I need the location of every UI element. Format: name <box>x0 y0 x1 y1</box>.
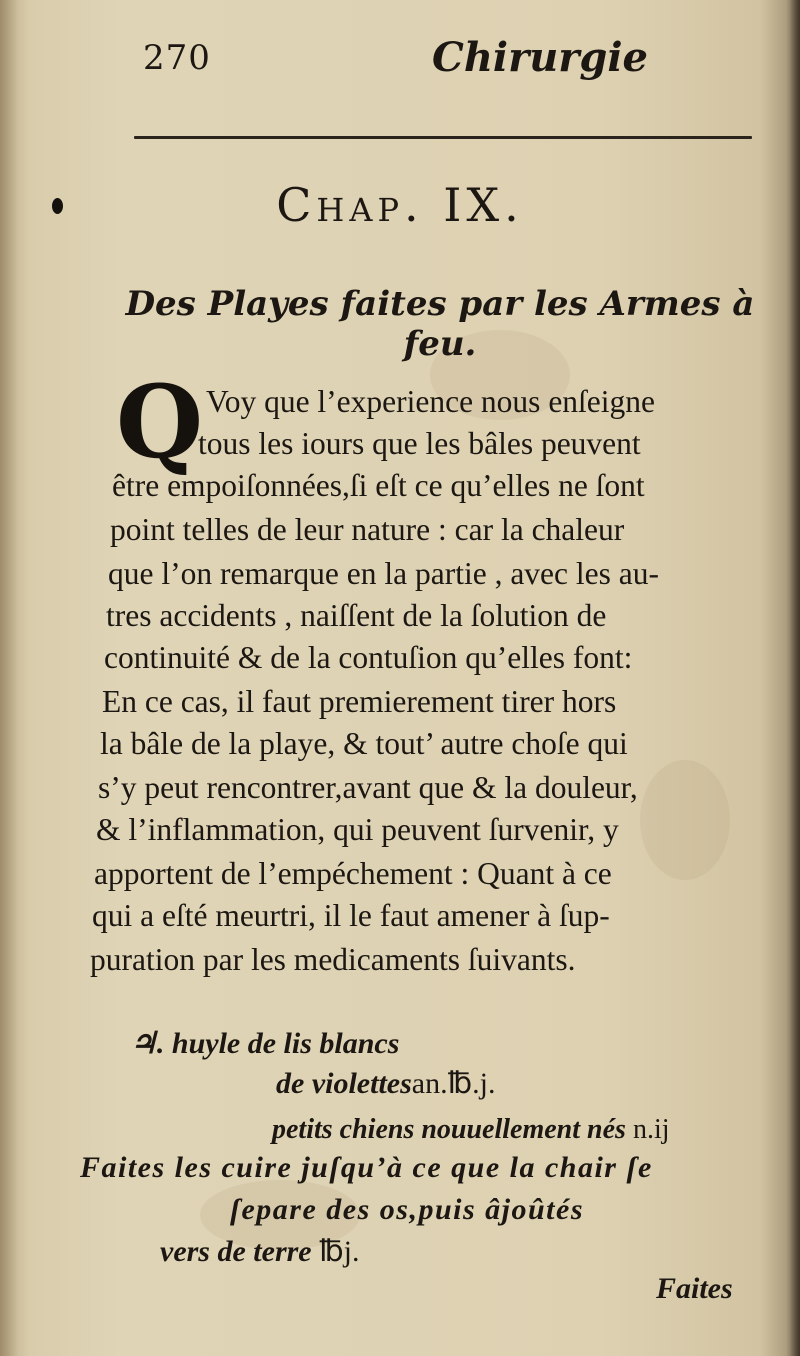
text-line: que l’on remarque en la partie , avec les au- <box>108 556 659 591</box>
text-line: Voy que l’experience nous enſeigne <box>206 384 656 419</box>
recipe-quantity: ℔j. <box>319 1235 360 1268</box>
header-rule <box>134 136 752 139</box>
text-line: tous les iours que les bâles peuvent <box>198 426 641 461</box>
drop-cap: Q <box>116 363 204 481</box>
text-line: être empoiſonnées,ſi eſt ce qu’elles ne ſont <box>112 468 645 503</box>
text-line: la bâle de la playe, & tout’ autre choſe qui <box>100 726 628 761</box>
text-line: puration par les medicaments ſuivants. <box>90 942 576 977</box>
recipe-italic: de violettes <box>276 1067 412 1100</box>
text-line: point telles de leur nature : car la chaleur <box>110 512 625 547</box>
recipe-line <box>130 1024 399 1064</box>
chapter-title: Des Playes faites par les Armes à feu. <box>125 284 755 364</box>
recipe-line <box>160 1232 360 1272</box>
text-line: En ce cas, il faut premierement tirer hors <box>102 684 617 719</box>
running-head <box>0 30 800 90</box>
text-line: & l’inflammation, qui peuvent ſurvenir, y <box>96 812 619 847</box>
text-line: s’y peut rencontrer,avant que & la douleur, <box>98 770 638 805</box>
recipe-italic: Faites les cuire juſqu’à ce que la chair ſe <box>80 1151 653 1184</box>
text-line: tres accidents , naiſſent de la ſolution de <box>106 598 607 633</box>
recipe-line <box>276 1064 495 1104</box>
chapter-heading: Chap. IX. <box>276 178 524 232</box>
recipe-italic: vers de terre <box>160 1235 312 1268</box>
text-line: apportent de l’empéchement : Quant à ce <box>94 856 612 891</box>
recipe-line <box>230 1190 584 1230</box>
paper-stain <box>640 760 730 880</box>
recipe-quantity: an.℔.j. <box>411 1067 496 1100</box>
recipe-italic: petits chiens nouuellement nés <box>272 1114 626 1145</box>
running-title: Chirurgie <box>432 34 648 81</box>
text-line: continuité & de la contuſion qu’elles font: <box>104 640 633 675</box>
recipe-italic: ♃. huyle de lis blancs <box>130 1027 400 1060</box>
page-number: 270 <box>143 38 211 78</box>
recipe-line <box>272 1110 670 1150</box>
text-line: qui a eſté meurtri, il le faut amener à ſup- <box>92 898 610 933</box>
recipe-line <box>80 1148 653 1188</box>
recipe-quantity: n.ij <box>632 1114 670 1145</box>
recipe-italic: ſepare des os,puis âjoûtés <box>230 1193 584 1226</box>
catchword: Faites <box>656 1272 733 1305</box>
